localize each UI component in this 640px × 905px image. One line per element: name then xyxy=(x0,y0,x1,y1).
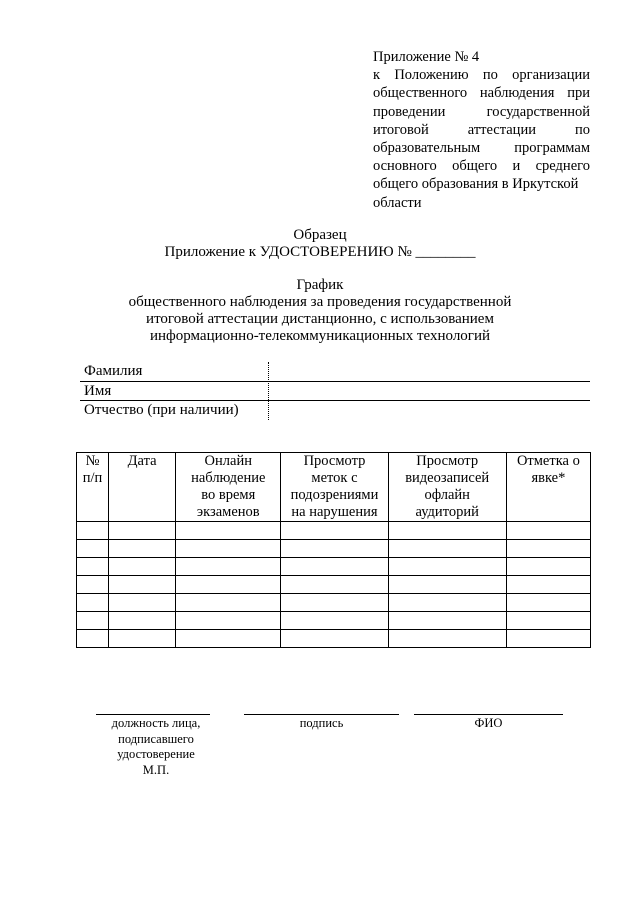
appendix-title: Приложение № 4 xyxy=(373,49,480,65)
table-cell xyxy=(281,612,388,630)
table-cell xyxy=(506,630,590,648)
position-signature-line xyxy=(96,714,210,715)
schedule-subtitle-3: информационно-телекоммуникационных технологий xyxy=(149,328,491,344)
table-cell xyxy=(281,522,388,540)
table-cell xyxy=(77,576,109,594)
table-cell xyxy=(281,540,388,558)
fio-line xyxy=(414,714,563,715)
fio-label: ФИО xyxy=(474,716,503,730)
patronymic-row xyxy=(80,400,590,420)
appendix-line-8: области xyxy=(373,194,422,211)
table-cell xyxy=(388,522,506,540)
col-date-label: Дата xyxy=(127,453,157,469)
table-cell xyxy=(388,540,506,558)
table-cell xyxy=(506,594,590,612)
table-cell xyxy=(506,540,590,558)
surname-row xyxy=(80,362,590,381)
table-cell xyxy=(388,630,506,648)
col-marks-label: Просмотр меток с подозрениями на нарушения xyxy=(290,453,379,520)
table-header-row xyxy=(77,453,591,522)
table-cell xyxy=(388,612,506,630)
table-cell xyxy=(176,558,281,576)
col-attendance-label: Отметка о явке* xyxy=(516,453,580,486)
appendix-line-5: образовательным программам xyxy=(373,140,590,157)
table-cell xyxy=(77,594,109,612)
table-cell xyxy=(281,576,388,594)
schedule-subtitle-2: итоговой аттестации дистанционно, с использованием xyxy=(146,311,494,327)
schedule-title: График xyxy=(296,277,344,293)
table-cell xyxy=(281,558,388,576)
col-marks xyxy=(281,453,388,522)
appendix-line-3: проведении государственной xyxy=(373,103,590,120)
sample-label: Образец xyxy=(293,227,347,243)
name-label: Имя xyxy=(84,383,112,399)
appendix-block xyxy=(373,48,590,212)
table-row xyxy=(77,522,591,540)
table-cell xyxy=(109,558,176,576)
name-row xyxy=(80,381,590,401)
col-number xyxy=(77,453,109,522)
surname-label: Фамилия xyxy=(84,363,143,379)
table-cell xyxy=(176,522,281,540)
col-video-label: Просмотр видеозаписей офлайн аудиторий xyxy=(405,453,490,520)
appendix-line-4: итоговой аттестации по xyxy=(373,121,590,138)
table-cell xyxy=(109,630,176,648)
table-cell xyxy=(77,522,109,540)
table-cell xyxy=(281,630,388,648)
person-divider xyxy=(268,362,269,420)
table-cell xyxy=(109,576,176,594)
table-row xyxy=(77,540,591,558)
table-row xyxy=(77,576,591,594)
table-cell xyxy=(77,540,109,558)
table-row xyxy=(77,612,591,630)
schedule-table xyxy=(76,452,591,648)
table-cell xyxy=(176,540,281,558)
table-row xyxy=(77,558,591,576)
sign-label: подпись xyxy=(299,716,344,730)
table-cell xyxy=(77,630,109,648)
table-cell xyxy=(109,540,176,558)
table-cell xyxy=(109,612,176,630)
table-cell xyxy=(109,522,176,540)
col-attendance xyxy=(506,453,590,522)
appendix-line-7: общего образования в Иркутской xyxy=(373,176,579,193)
col-online-label: Онлайн наблюдение во время экзаменов xyxy=(191,453,266,520)
table-cell xyxy=(176,576,281,594)
table-cell xyxy=(176,594,281,612)
table-cell xyxy=(506,576,590,594)
table-body xyxy=(77,522,591,648)
table-cell xyxy=(388,576,506,594)
table-row xyxy=(77,630,591,648)
col-date xyxy=(109,453,176,522)
table-cell xyxy=(281,594,388,612)
appendix-line-1: к Положению по организации xyxy=(373,67,590,84)
certificate-heading: Приложение к УДОСТОВЕРЕНИЮ № ________ xyxy=(164,244,476,260)
col-online xyxy=(176,453,281,522)
table-cell xyxy=(506,522,590,540)
table-cell xyxy=(176,630,281,648)
table-cell xyxy=(176,612,281,630)
table-cell xyxy=(388,594,506,612)
table-cell xyxy=(506,612,590,630)
appendix-line-2: общественного наблюдения при xyxy=(373,85,590,102)
position-label: должность лица, подписавшего удостоверение М.П. xyxy=(111,716,201,777)
col-number-label: № п/п xyxy=(82,453,103,486)
person-fields xyxy=(80,362,590,420)
table-row xyxy=(77,594,591,612)
col-video xyxy=(388,453,506,522)
appendix-line-6: основного общего и среднего xyxy=(373,158,590,175)
table-cell xyxy=(77,558,109,576)
schedule-subtitle-1: общественного наблюдения за проведения государственной xyxy=(128,294,512,310)
sign-line xyxy=(244,714,399,715)
table-cell xyxy=(77,612,109,630)
patronymic-label: Отчество (при наличии) xyxy=(84,402,239,418)
table-cell xyxy=(109,594,176,612)
table-cell xyxy=(506,558,590,576)
table-cell xyxy=(388,558,506,576)
